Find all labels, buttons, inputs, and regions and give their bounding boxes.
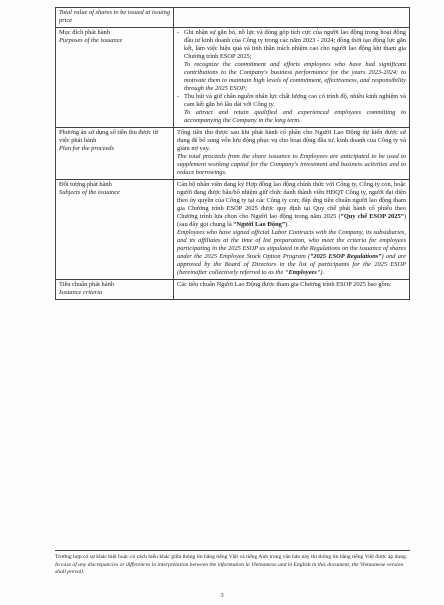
label-en: Subjects of the issuance [59, 189, 120, 196]
defined-term: “2025 ESOP Regulations” [310, 253, 382, 260]
defined-term: “Người Lao Động” [233, 221, 286, 228]
value-vi: Tổng tiền thu được sau khi phát hành cổ phần cho Người Lao Động dự kiến được sử dụng để bổ sung vốn lưu động phục vụ cho hoạt động đầu tư, kinh doanh của Công ty và giảm nợ vay. [177, 129, 406, 152]
label-vi: Phương án sử dụng số tiền thu được từ việc phát hành [59, 129, 159, 144]
text-run: ) (sau đây gọi chung là [177, 213, 406, 228]
text-run: ”). [316, 269, 325, 276]
row-value-subjects [174, 180, 410, 280]
row-label-subjects [56, 180, 174, 280]
text-run: Employees who have signed official Labor Contracts with the Company, its subsidiaries, and its affiliates at the time of list preparation, who meet the criteria for employees participating in the 2025 ESOP as stipulated in the Regulations on the issuance of shares under the 2025 Employee Stock Option Program ( [177, 229, 406, 260]
text-run: ). [285, 221, 289, 228]
page-number: 3 [220, 592, 224, 599]
purpose-text-vi: Ghi nhận sự gắn bó, nỗ lực và đóng góp tích cực của người lao động trong hoạt động đầu tư kinh doanh của Công ty trong các năm 2023 - 2024; đồng thời tạo động lực gắn kết, làm việc hiệu quả và tinh thần trách nhiệm cao cho người lao động khi tham gia Chương trình ESOP 2025; [184, 29, 406, 60]
subjects-text-vi [177, 181, 406, 229]
value-en: The total proceeds from the share issuance to Employees are anticipated to be used to supplement working capital for the Company's investment and business activities and to reduce borrowings. [177, 153, 406, 176]
subjects-text-en [177, 229, 406, 277]
row-value-criteria [174, 280, 410, 300]
table-row [56, 28, 410, 128]
label-vi: Tiêu chuẩn phát hành [59, 281, 114, 288]
issuance-table [55, 7, 410, 300]
table-row [56, 8, 410, 28]
defined-term: Employees [288, 269, 317, 276]
row-label-criteria [56, 280, 174, 300]
label-vi: Đối tượng phát hành [59, 181, 112, 188]
label-vi: Mục đích phát hành [59, 29, 110, 36]
label-en: Issuance criteria [59, 289, 103, 296]
purpose-text-vi: Thu hút và giữ chân nguồn nhân lực chất lượng cao có trình độ, nhiều kinh nghiệm và cam kết gắn bó lâu dài với Công ty. [184, 93, 406, 108]
row-value-proceeds [174, 128, 410, 180]
value-vi: Các tiêu chuẩn Người Lao Động được tham gia Chương trình ESOP 2025 bao gồm: [177, 281, 392, 288]
row-value-total-value [174, 8, 410, 28]
defined-term: “Quy chế ESOP 2025” [340, 213, 404, 220]
row-label-total-value [56, 8, 174, 28]
purpose-text-en: To attract and retain qualified and experienced employees committing to accompanying the Company in the long term. [184, 109, 406, 124]
row-label-purposes [56, 28, 174, 128]
table-row [56, 280, 410, 300]
purpose-list [177, 29, 406, 125]
text-run: Cán bộ nhân viên đang ký Hợp đồng lao động chính thức với Công ty, Công ty con, hoặc người đang được bầu/bổ nhiệm giữ chức danh thành viên HĐQT Công ty, người đại diện theo ủy quyền của Công ty tại các Công ty con; đáp ứng tiêu chuẩn người lao động tham gia Chương trình ESOP 2025 được quy định tại Quy chế phát hành cổ phiếu theo Chương trình lựa chọn cho Người lao động trong năm 2025 ( [177, 181, 406, 220]
dash-bullet-icon: - [177, 93, 180, 100]
label-en: Plan for the proceeds [59, 145, 114, 152]
label-en: Total value of shares to be issued at issuing price [59, 9, 171, 24]
row-label-proceeds [56, 128, 174, 180]
table-row [56, 180, 410, 280]
list-item [177, 29, 406, 93]
purpose-text-en: To recognize the commitment and efforts employees who have had significant contributions to the Company's business performance for the years 2023-2024; to motivate them to maintain high levels of commitment, effectiveness, and responsibility through the 2025 ESOP; [184, 61, 406, 92]
footnote [55, 550, 410, 576]
table-row [56, 128, 410, 180]
footnote-vi: Trường hợp có sự khác biệt hoặc có cách hiểu khác giữa thông tin bằng tiếng Việt và tiếng Anh trong văn bản này thì thông tin bằng tiếng Việt được áp dụng. [55, 554, 408, 560]
footnote-en: In case of any discrepancies or differences in interpretation between the information in Vietnamese and in English in this document, the Vietnamese version shall prevail. [55, 562, 404, 575]
label-en: Purposes of the issuance [59, 37, 123, 44]
list-item [177, 93, 406, 125]
text-run: ) and are approved by the Board of Directors in the list of participants for the 2025 ESOP (hereinafter collectively referred to as the “ [177, 253, 406, 276]
row-value-purposes [174, 28, 410, 128]
dash-bullet-icon: - [177, 29, 180, 36]
